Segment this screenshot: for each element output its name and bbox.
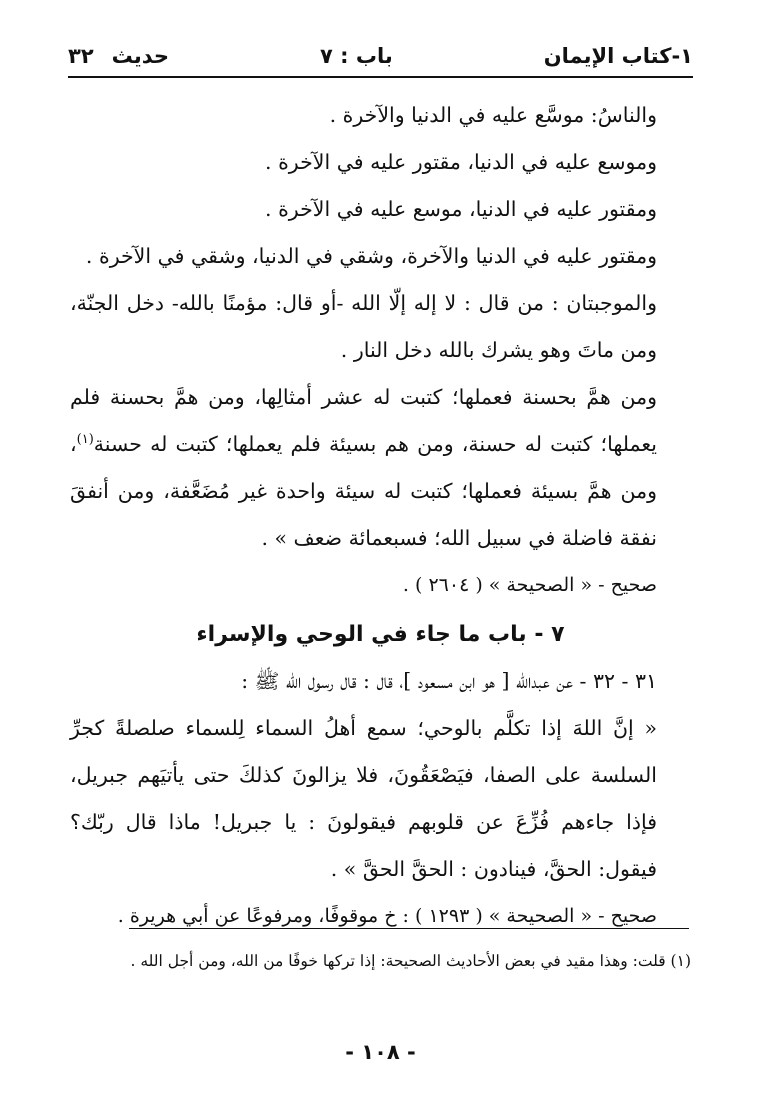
header-chapter: باب : ٧ — [320, 44, 393, 68]
paragraph-4: ومقتور عليه في الدنيا والآخرة، وشقي في الدنيا، وشقي في الآخرة . — [85, 244, 657, 268]
paragraph-6 — [70, 374, 691, 562]
header-hadith-number: ٣٢ — [68, 44, 94, 68]
grading-line-1: صحيح - « الصحيحة » ( ٢٦٠٤ ) . — [402, 574, 657, 596]
hadith-isnad: ٣١ - ٣٢ - عن عبدالله [ هو ابن مسعود ]، قال : قال رسول الله ﷺ : — [241, 669, 657, 693]
header-hadith — [68, 44, 169, 68]
header-hadith-label: حديث — [111, 44, 170, 68]
paragraph-6-text-a: ومن همَّ بحسنة فعملها؛ كتبت له عشر أمثالِها، ومن همَّ بحسنة فلم يعملها؛ كتبت له حسنة، ومن هم بسيئة فلم يعملها؛ كتبت له حسنة — [70, 385, 657, 456]
running-header — [68, 36, 693, 76]
paragraph-3: ومقتور عليه في الدنيا، موسع عليه في الآخرة . — [265, 197, 657, 221]
main-text — [70, 92, 691, 940]
hadith-matn: « إنَّ اللهَ إذا تكلَّم بالوحي؛ سمع أهلُ السماء لِلسماء صلصلةً كجرِّ السلسة على الصفا، فيَصْعَقُونَ، فلا يزالونَ كذلكَ حتى يأتيَهم جبريل، فإذا جاءهم فُزِّعَ عن قلوبهم فيقولونَ : يا جبريل! ماذا قال ربّك؟ فيقول: الحقَّ، فينادون : الحقَّ الحقَّ » . — [70, 716, 657, 881]
chapter-heading: ٧ - باب ما جاء في الوحي والإسراء — [196, 622, 565, 647]
paragraph-5: والموجبتان : من قال : لا إله إلّا الله -أو قال: مؤمنًا بالله- دخل الجنّة، ومن ماتَ وهو يشرك بالله دخل النار . — [70, 291, 657, 362]
header-rule — [68, 76, 693, 78]
footnote: (١) قلت: وهذا مقيد في بعض الأحاديث الصحيحة: إذا تركها خوفًا من الله، ومن أجل الله . — [130, 952, 691, 970]
paragraph-2: وموسع عليه في الدنيا، مقتور عليه في الآخرة . — [265, 150, 657, 174]
page-number: - ١٠٨ - — [345, 1040, 416, 1064]
footnote-rule — [129, 928, 689, 929]
paragraph-1: والناسُ: موسَّع عليه في الدنيا والآخرة . — [329, 103, 657, 127]
paragraph-6-text-b: ، ومن همَّ بسيئة فعملها؛ كتبت له سيئة واحدة غير مُضَعَّفة، ومن أنفقَ نفقة فاضلة في سبيل الله؛ فسبعمائة ضعف » . — [70, 432, 657, 550]
grading-line-2: صحيح - « الصحيحة » ( ١٢٩٣ ) : خ موقوفًا، ومرفوعًا عن أبي هريرة . — [117, 905, 657, 927]
header-book-title: ١-كتاب الإيمان — [543, 44, 693, 68]
footnote-reference[interactable]: (١) — [76, 432, 94, 448]
